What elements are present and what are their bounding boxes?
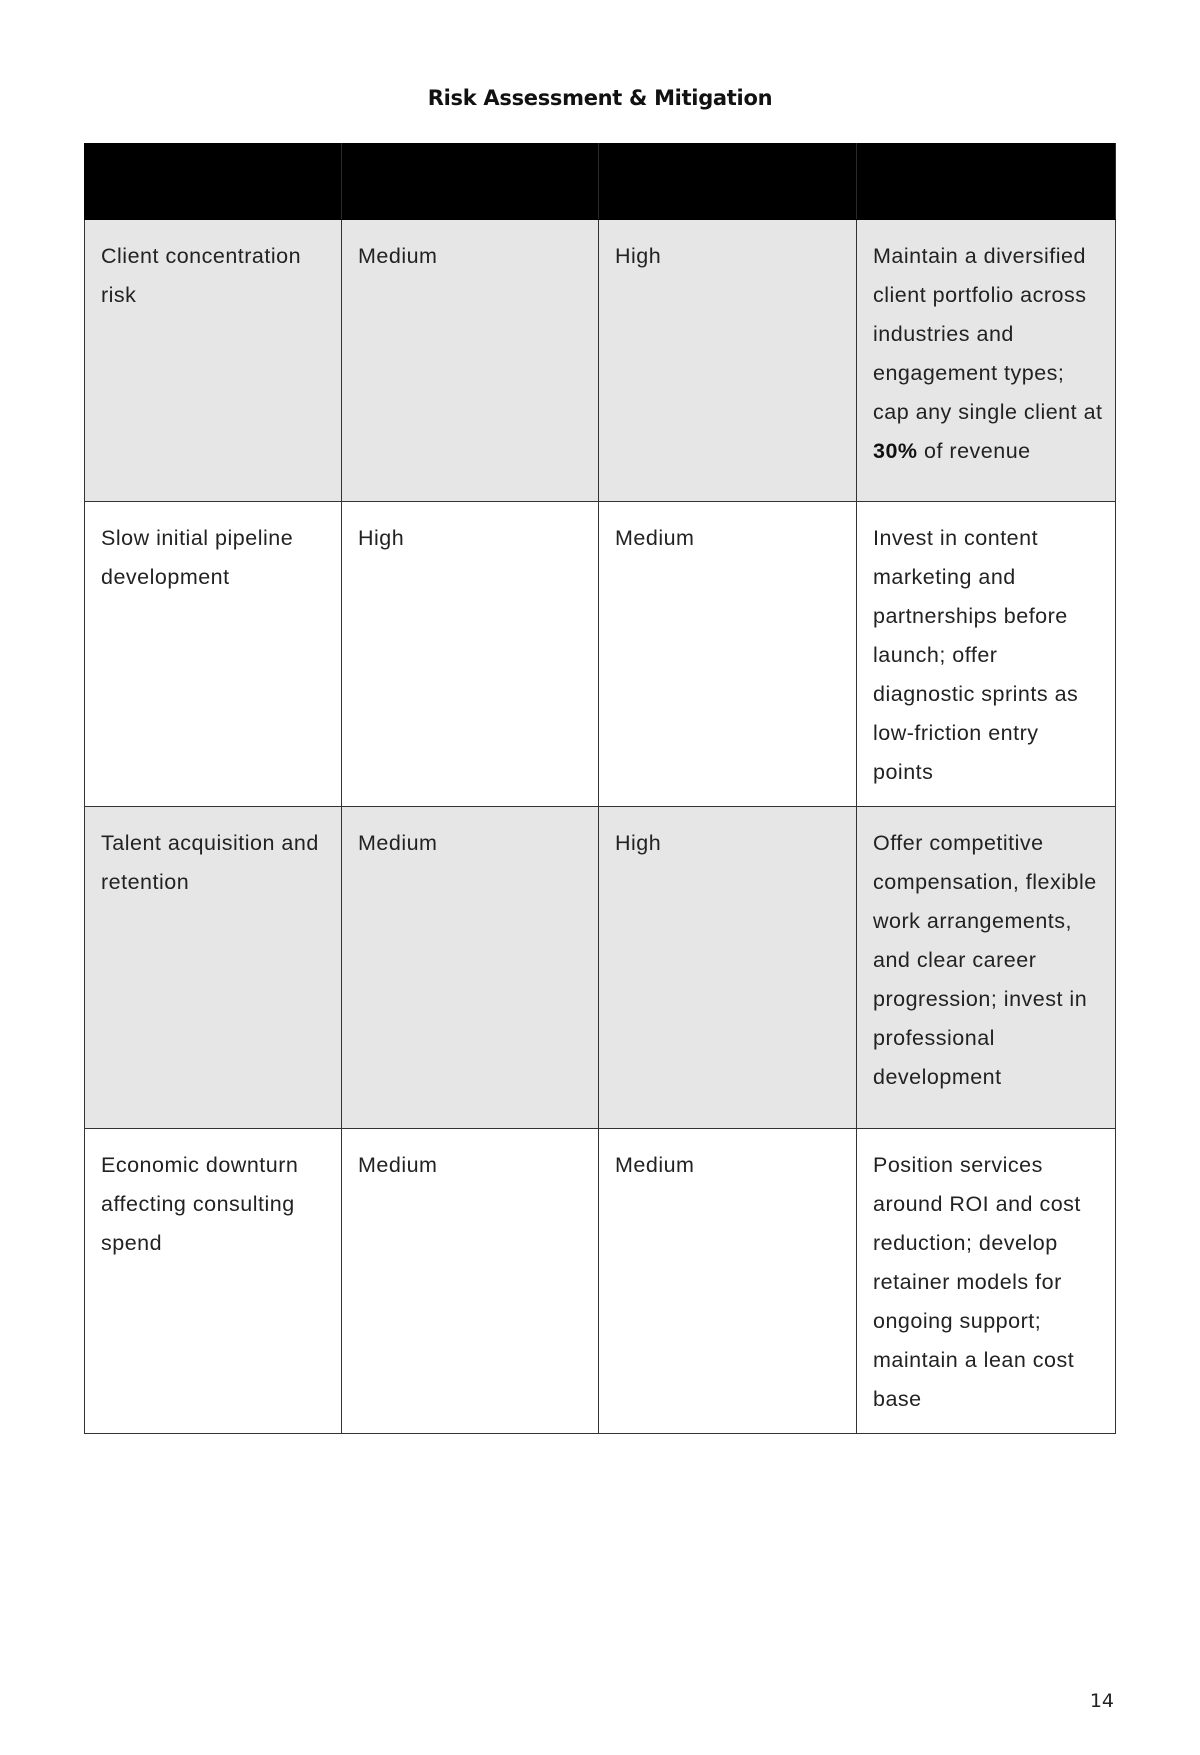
risk-table: [84, 143, 1116, 1434]
page-title: Risk Assessment & Mitigation: [427, 86, 773, 110]
mitigation-text-part: Maintain a diversified client portfolio across industries and engagement types; cap any single client at: [873, 244, 1103, 424]
mitigation-cell: [857, 1129, 1116, 1434]
risk-cell: [85, 502, 342, 807]
likelihood-cell: [342, 502, 599, 807]
likelihood-cell: [342, 220, 599, 502]
likelihood-cell: [342, 1129, 599, 1434]
impact-text: High: [615, 244, 662, 268]
risk-text: Slow initial pipeline development: [101, 526, 294, 589]
mitigation-cell: [857, 807, 1116, 1129]
risk-text: Economic downturn affecting consulting spend: [101, 1153, 299, 1255]
risk-cell: [85, 807, 342, 1129]
risk-text: Talent acquisition and retention: [101, 831, 319, 894]
likelihood-cell: [342, 807, 599, 1129]
table-header-cell-risk: [85, 144, 342, 220]
table-header-cell-mitigation: [857, 144, 1116, 220]
impact-cell: [599, 1129, 857, 1434]
likelihood-text: Medium: [358, 244, 438, 268]
likelihood-text: Medium: [358, 831, 438, 855]
impact-cell: [599, 502, 857, 807]
page-number: 14: [1089, 1690, 1114, 1712]
impact-cell: [599, 807, 857, 1129]
risk-cell: [85, 1129, 342, 1434]
likelihood-text: Medium: [358, 1153, 438, 1177]
table-row: [85, 220, 1116, 502]
mitigation-bold-value: 30%: [873, 439, 918, 463]
mitigation-text: Position services around ROI and cost reduction; develop retainer models for ongoing support; maintain a lean cost base: [873, 1153, 1081, 1411]
mitigation-cell: [857, 502, 1116, 807]
mitigation-text: Offer competitive compensation, flexible work arrangements, and clear career progression; invest in professional development: [873, 831, 1097, 1089]
risk-cell: [85, 220, 342, 502]
risk-text: Client concentration risk: [101, 244, 302, 307]
likelihood-text: High: [358, 526, 405, 550]
table-row: [85, 807, 1116, 1129]
impact-text: Medium: [615, 526, 695, 550]
table-row: [85, 1129, 1116, 1434]
table-row: [85, 502, 1116, 807]
impact-text: Medium: [615, 1153, 695, 1177]
mitigation-text: [873, 237, 1105, 471]
table-header-cell-likelihood: [342, 144, 599, 220]
impact-cell: [599, 220, 857, 502]
table-header-row: [85, 144, 1116, 220]
mitigation-text-part: of revenue: [917, 439, 1031, 463]
mitigation-cell: [857, 220, 1116, 502]
table-header-cell-impact: [599, 144, 857, 220]
mitigation-text: Invest in content marketing and partnerships before launch; offer diagnostic sprints as low-friction entry points: [873, 526, 1079, 784]
impact-text: High: [615, 831, 662, 855]
